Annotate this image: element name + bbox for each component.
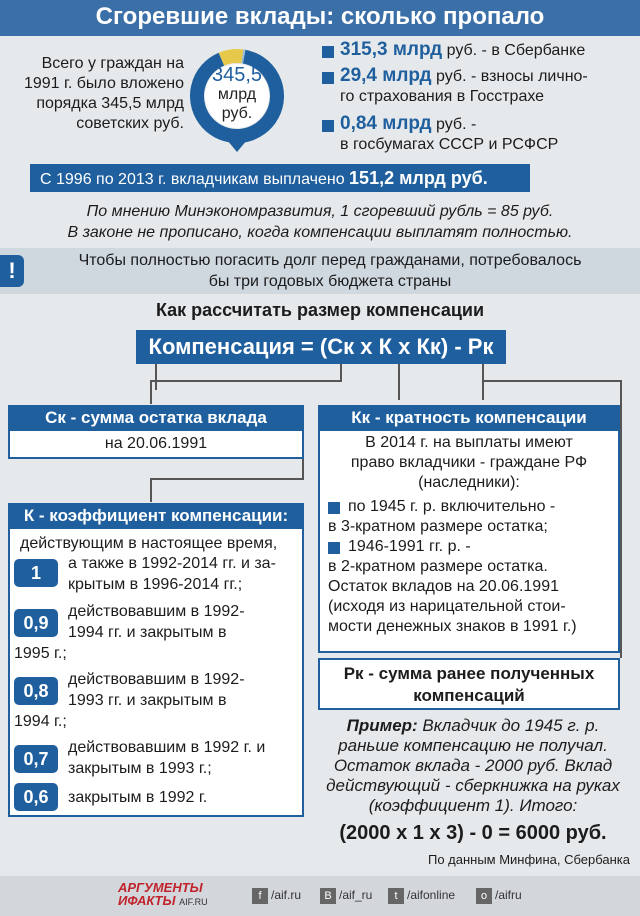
facebook-icon: f xyxy=(252,888,268,904)
donut-slice-gosstrakh xyxy=(221,56,242,59)
logo-text: АРГУМЕНТЫ xyxy=(118,880,203,895)
connector-line xyxy=(398,364,400,400)
bullet-icon xyxy=(328,502,340,514)
connector-line xyxy=(302,458,304,478)
donut-value: 345,5 xyxy=(211,64,263,86)
paid-amount: 151,2 млрд руб. xyxy=(349,168,488,188)
social-label: /aif.ru xyxy=(271,888,302,903)
donut-pointer xyxy=(227,140,247,152)
example-line: Вкладчик до 1945 г. р. xyxy=(417,716,600,735)
coef-badge-09: 0,9 xyxy=(14,609,58,637)
stat-gosstrakh xyxy=(340,66,640,107)
stat-sberbank xyxy=(340,40,640,61)
stat-value: 315,3 млрд xyxy=(340,39,443,60)
paid-text: С 1996 по 2013 г. вкладчикам выплачено xyxy=(40,171,350,188)
intro-line: советских руб. xyxy=(76,115,184,132)
example-line: Остаток вклада - 2000 руб. Вклад xyxy=(333,756,613,775)
k-body xyxy=(8,529,304,817)
kk-line: мости денежных знаков в 1991 г.) xyxy=(328,618,577,635)
page-title: Сгоревшие вклады: сколько пропало xyxy=(95,3,545,30)
example-block xyxy=(314,716,632,816)
odnoklassniki-link[interactable] xyxy=(476,888,522,904)
connector-line xyxy=(482,364,484,400)
warning-text xyxy=(30,250,630,292)
coef-line: закрытым в 1993 г.; xyxy=(68,760,212,777)
donut-center-label xyxy=(204,66,270,123)
connector-line xyxy=(484,380,622,382)
intro-text xyxy=(14,54,184,134)
odnoklassniki-icon: o xyxy=(476,888,492,904)
bullet-icon xyxy=(322,120,334,132)
twitter-icon: t xyxy=(388,888,404,904)
stat-label: руб. - xyxy=(431,116,477,133)
donut-unit: млрд xyxy=(217,86,257,103)
sk-header: Ск - сумма остатка вклада xyxy=(8,405,304,431)
kk-line: (исходя из нарицательной стои- xyxy=(328,598,566,615)
connector-line xyxy=(482,364,622,366)
kk-line: в 3-кратном размере остатка; xyxy=(328,518,548,535)
rk-line: Рк - сумма ранее полученных xyxy=(343,664,595,683)
coef-row-1 xyxy=(68,553,276,595)
bullet-icon xyxy=(322,46,334,58)
rk-line: компенсаций xyxy=(413,686,525,705)
coef-row-09 xyxy=(68,601,245,643)
connector-line xyxy=(150,478,304,480)
coef-line: 1994 г.; xyxy=(14,713,67,730)
connector-line xyxy=(620,380,622,658)
coef-badge-08: 0,8 xyxy=(14,677,58,705)
coef-line: 1995 г.; xyxy=(14,645,67,662)
coef-badge-06: 0,6 xyxy=(14,783,58,811)
facebook-link[interactable] xyxy=(252,888,301,904)
note-minek: По мнению Минэкономразвития, 1 сгоревший рубль = 85 руб. xyxy=(86,203,554,220)
kk-bullet-text: по 1945 г. р. включительно - xyxy=(348,498,556,515)
kk-line: В 2014 г. на выплаты имеют xyxy=(365,434,573,451)
sk-body: на 20.06.1991 xyxy=(8,431,304,459)
vk-icon: В xyxy=(320,888,336,904)
example-result: (2000 х 1 х 3) - 0 = 6000 руб. xyxy=(339,822,607,844)
intro-line: порядка 345,5 млрд xyxy=(36,95,184,112)
coef-line: крытым в 1996-2014 гг.; xyxy=(68,576,243,593)
coef-line: 1993 гг. и закрытым в xyxy=(68,692,227,709)
note-law: В законе не прописано, когда компенсации выплатят полностью. xyxy=(67,224,573,241)
kk-header: Кк - кратность компенсации xyxy=(318,405,620,431)
stat-label: руб. - взносы лично- xyxy=(431,68,588,85)
example-line: (коэффициент 1). Итого: xyxy=(368,796,578,815)
bullet-icon xyxy=(322,72,334,84)
kk-body xyxy=(318,431,620,653)
intro-line: 1991 г. было вложено xyxy=(23,75,184,92)
example-line: раньше компенсацию не получал. xyxy=(338,736,608,755)
coef-badge-1: 1 xyxy=(14,559,58,587)
social-label: /aifonline xyxy=(407,888,456,903)
k-intro: действующим в настоящее время, xyxy=(20,535,278,552)
coef-badge-07: 0,7 xyxy=(14,745,58,773)
coef-row-07 xyxy=(68,737,265,779)
coef-line: а также в 1992-2014 гг. и за- xyxy=(68,555,276,572)
stat-label: в госбумагах СССР и РСФСР xyxy=(340,136,559,153)
aif-logo[interactable] xyxy=(118,881,208,909)
stat-value: 0,84 млрд xyxy=(340,113,432,134)
stat-label: го страхования в Госстрахе xyxy=(340,88,545,105)
source-credit: По данным Минфина, Сбербанка xyxy=(427,852,630,867)
connector-line xyxy=(150,380,152,404)
example-line: действующий - сберкнижка на руках xyxy=(326,776,620,795)
connector-line xyxy=(150,478,152,502)
stat-value: 29,4 млрд xyxy=(340,65,432,86)
social-label: /aifru xyxy=(495,888,522,903)
vk-link[interactable] xyxy=(320,888,372,904)
kk-line: в 2-кратном размере остатка. xyxy=(328,558,548,575)
rk-box xyxy=(318,658,620,710)
logo-text: AIF.RU xyxy=(179,897,208,907)
k-header: К - коэффициент компенсации: xyxy=(8,503,304,529)
connector-line xyxy=(155,364,157,390)
kk-line: Остаток вкладов на 20.06.1991 xyxy=(328,578,559,595)
coef-line: действовавшим в 1992- xyxy=(68,671,245,688)
kk-line: (наследники): xyxy=(418,474,520,491)
coef-line: действовавшим в 1992- xyxy=(68,603,245,620)
kk-bullet-text: 1946-1991 гг. р. - xyxy=(348,538,471,555)
paid-banner xyxy=(30,164,530,192)
donut-unit: руб. xyxy=(221,105,253,122)
kk-bullet-2 xyxy=(328,537,610,557)
warning-line: Чтобы полностью погасить долг перед гражданами, потребовалось xyxy=(78,252,582,269)
stat-label: руб. - в Сбербанке xyxy=(442,42,586,59)
social-label: /aif_ru xyxy=(339,888,373,903)
logo-text: ИФАКТЫ xyxy=(118,893,176,908)
kk-bullet-1 xyxy=(328,497,610,517)
warning-line: бы три годовых бюджета страны xyxy=(208,273,452,290)
stat-gosbumagi xyxy=(340,114,640,155)
kk-line: право вкладчики - граждане РФ xyxy=(350,454,588,471)
example-label: Пример: xyxy=(346,716,418,735)
coef-row-08 xyxy=(68,669,245,711)
exclamation-icon: ! xyxy=(0,255,24,287)
twitter-link[interactable] xyxy=(388,888,455,904)
calc-title: Как рассчитать размер компенсации xyxy=(155,300,485,320)
coef-line: действовавшим в 1992 г. и xyxy=(68,739,266,756)
intro-line: Всего у граждан на xyxy=(41,55,184,72)
connector-line xyxy=(150,380,342,382)
coef-row-06: закрытым в 1992 г. xyxy=(68,789,208,806)
coef-line: 1994 гг. и закрытым в xyxy=(68,624,227,641)
bullet-icon xyxy=(328,542,340,554)
formula-banner: Компенсация = (Ск х К х Кк) - Рк xyxy=(136,330,506,364)
